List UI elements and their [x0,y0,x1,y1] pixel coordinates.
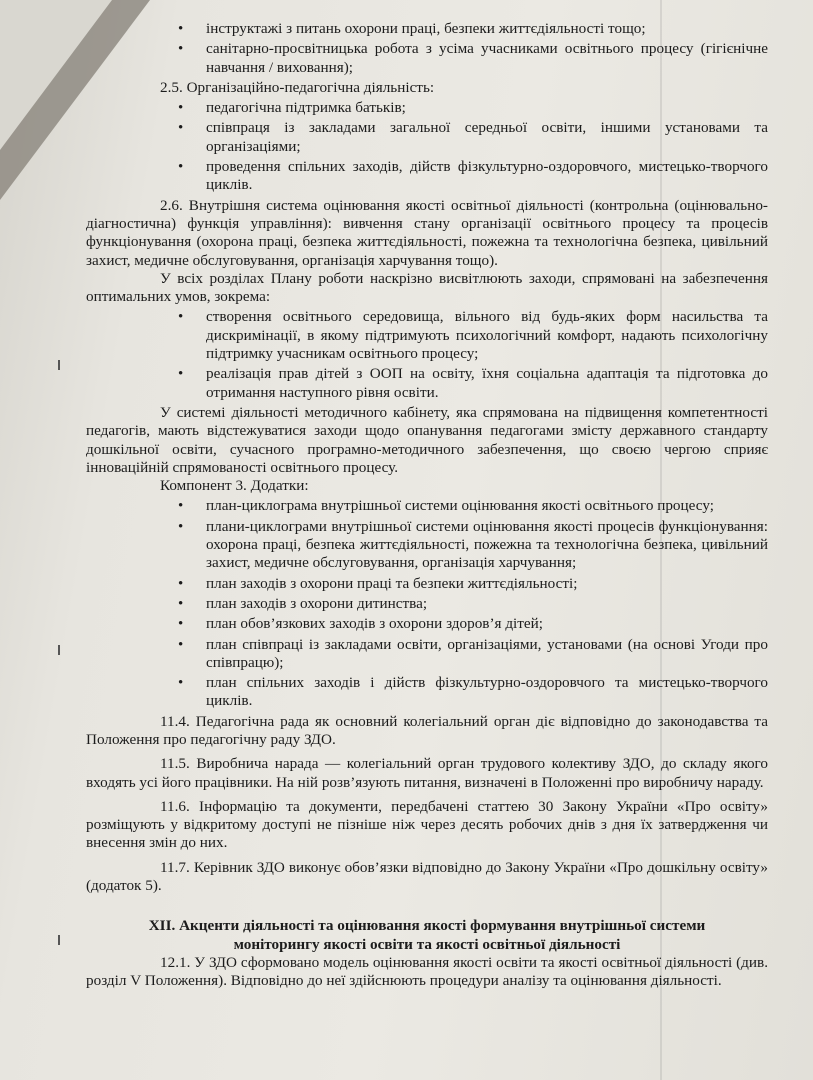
paragraph-11-4: 11.4. Педагогічна рада як основний колегіальний орган діє відповідно до законодавства та Положення про педагогічну раду ЗДО. [86,712,768,748]
paragraph-11-5: 11.5. Виробнича нарада — колегіальний орган трудового колективу ЗДО, до складу якого входять усі його працівники. На ній розв’язують питання, визначені в Положенні про виробничу нараду. [86,755,768,791]
list-item: • створення освітнього середовища, вільного від будь-яких форм насильства та дискримінації, в якому підтримують психологічний комфорт, надають психологічну підтримку учасникам освітнього процесу; [86,308,768,363]
list-item: • плани-циклограми внутрішньої системи оцінювання якості процесів функціонування: охорона праці, безпека життєдіяльності, пожежна та технологічна безпека, цивільний захист, медичне обслуговування, організація харчування; [86,518,768,573]
list-item: • план заходів з охорони дитинства; [86,595,768,613]
paragraph-methodical: У системі діяльності методичного кабінету, яка спрямована на підвищення компетентності педагогів, мають відстежуватися заходи щодо опанування педагогами змісту державного стандарту дошкільної освіти, сучасного програмно-методичного забезпечення, що своєю чергою сприяє інноваційній спрямованості освітнього процесу. [86,403,768,476]
list-item: • план заходів з охорони праці та безпеки життєдіяльності; [86,575,768,593]
list-item: • проведення спільних заходів, дійств фізкультурно-оздоровчого, мистецько-творчого циклів. [86,158,768,195]
paragraph-all-sections: У всіх розділах Плану роботи наскрізно висвітлюють заходи, спрямовані на забезпечення оптимальних умов, зокрема: [86,269,768,306]
list-item: • педагогічна підтримка батьків; [86,99,768,117]
section-xii-heading: XII. Акценти діяльності та оцінювання якості формування внутрішньої системи моніторингу якості освіти та якості освітньої діяльності [148,917,706,953]
document-body [86,18,768,991]
margin-mark [58,360,60,370]
list-item: • план співпраці із закладами освіти, організаціями, установами (на основі Угоди про співпрацю); [86,636,768,673]
list-item: • план спільних заходів і дійств фізкультурно-оздоровчого та мистецько-творчого циклів. [86,674,768,711]
section-2-6: 2.6. Внутрішня система оцінювання якості освітньої діяльності (контрольна (оцінювально-діагностична) функція управління): вивчення стану організації освітнього процесу та процесів функціонування (охорона праці, безпека життєдіяльності, пожежна та технологічна безпека, цивільний захист, медичне обслуговування, організація харчування тощо). [86,196,768,269]
margin-mark [58,645,60,655]
margin-mark [58,935,60,945]
list-item: • інструктажі з питань охорони праці, безпеки життєдіяльності тощо; [86,20,768,38]
paragraph-12-1: 12.1. У ЗДО сформовано модель оцінювання якості освіти та якості освітньої діяльності (див. розділ V Положення). Відповідно до неї здійснюють процедури аналізу та оцінювання діяльності. [86,953,768,990]
list-item: • реалізація прав дітей з ООП на освіту, їхня соціальна адаптація та підготовка до отримання наступного рівня освіти. [86,365,768,402]
component-3-heading: Компонент 3. Додатки: [160,477,309,495]
list-item: • співпраця із закладами загальної середньої освіти, іншими установами та організаціями; [86,119,768,156]
list-item: • план-циклограма внутрішньої системи оцінювання якості освітнього процесу; [86,497,768,515]
list-item: • санітарно-просвітницька робота з усіма учасниками освітнього процесу (гігієнічне навчання / виховання); [86,40,768,77]
paragraph-11-7: 11.7. Керівник ЗДО виконує обов’язки відповідно до Закону України «Про дошкільну освіту» (додаток 5). [86,858,768,895]
section-2-5: 2.5. Організаційно-педагогічна діяльність: [160,78,435,96]
paragraph-11-6: 11.6. Інформацію та документи, передбачені статтею 30 Закону України «Про освіту» розміщують у відкритому доступі не пізніше ніж через десять робочих днів з дня їх затвердження чи внесення змін до них. [86,797,768,852]
list-item: • план обов’язкових заходів з охорони здоров’я дітей; [86,615,768,633]
